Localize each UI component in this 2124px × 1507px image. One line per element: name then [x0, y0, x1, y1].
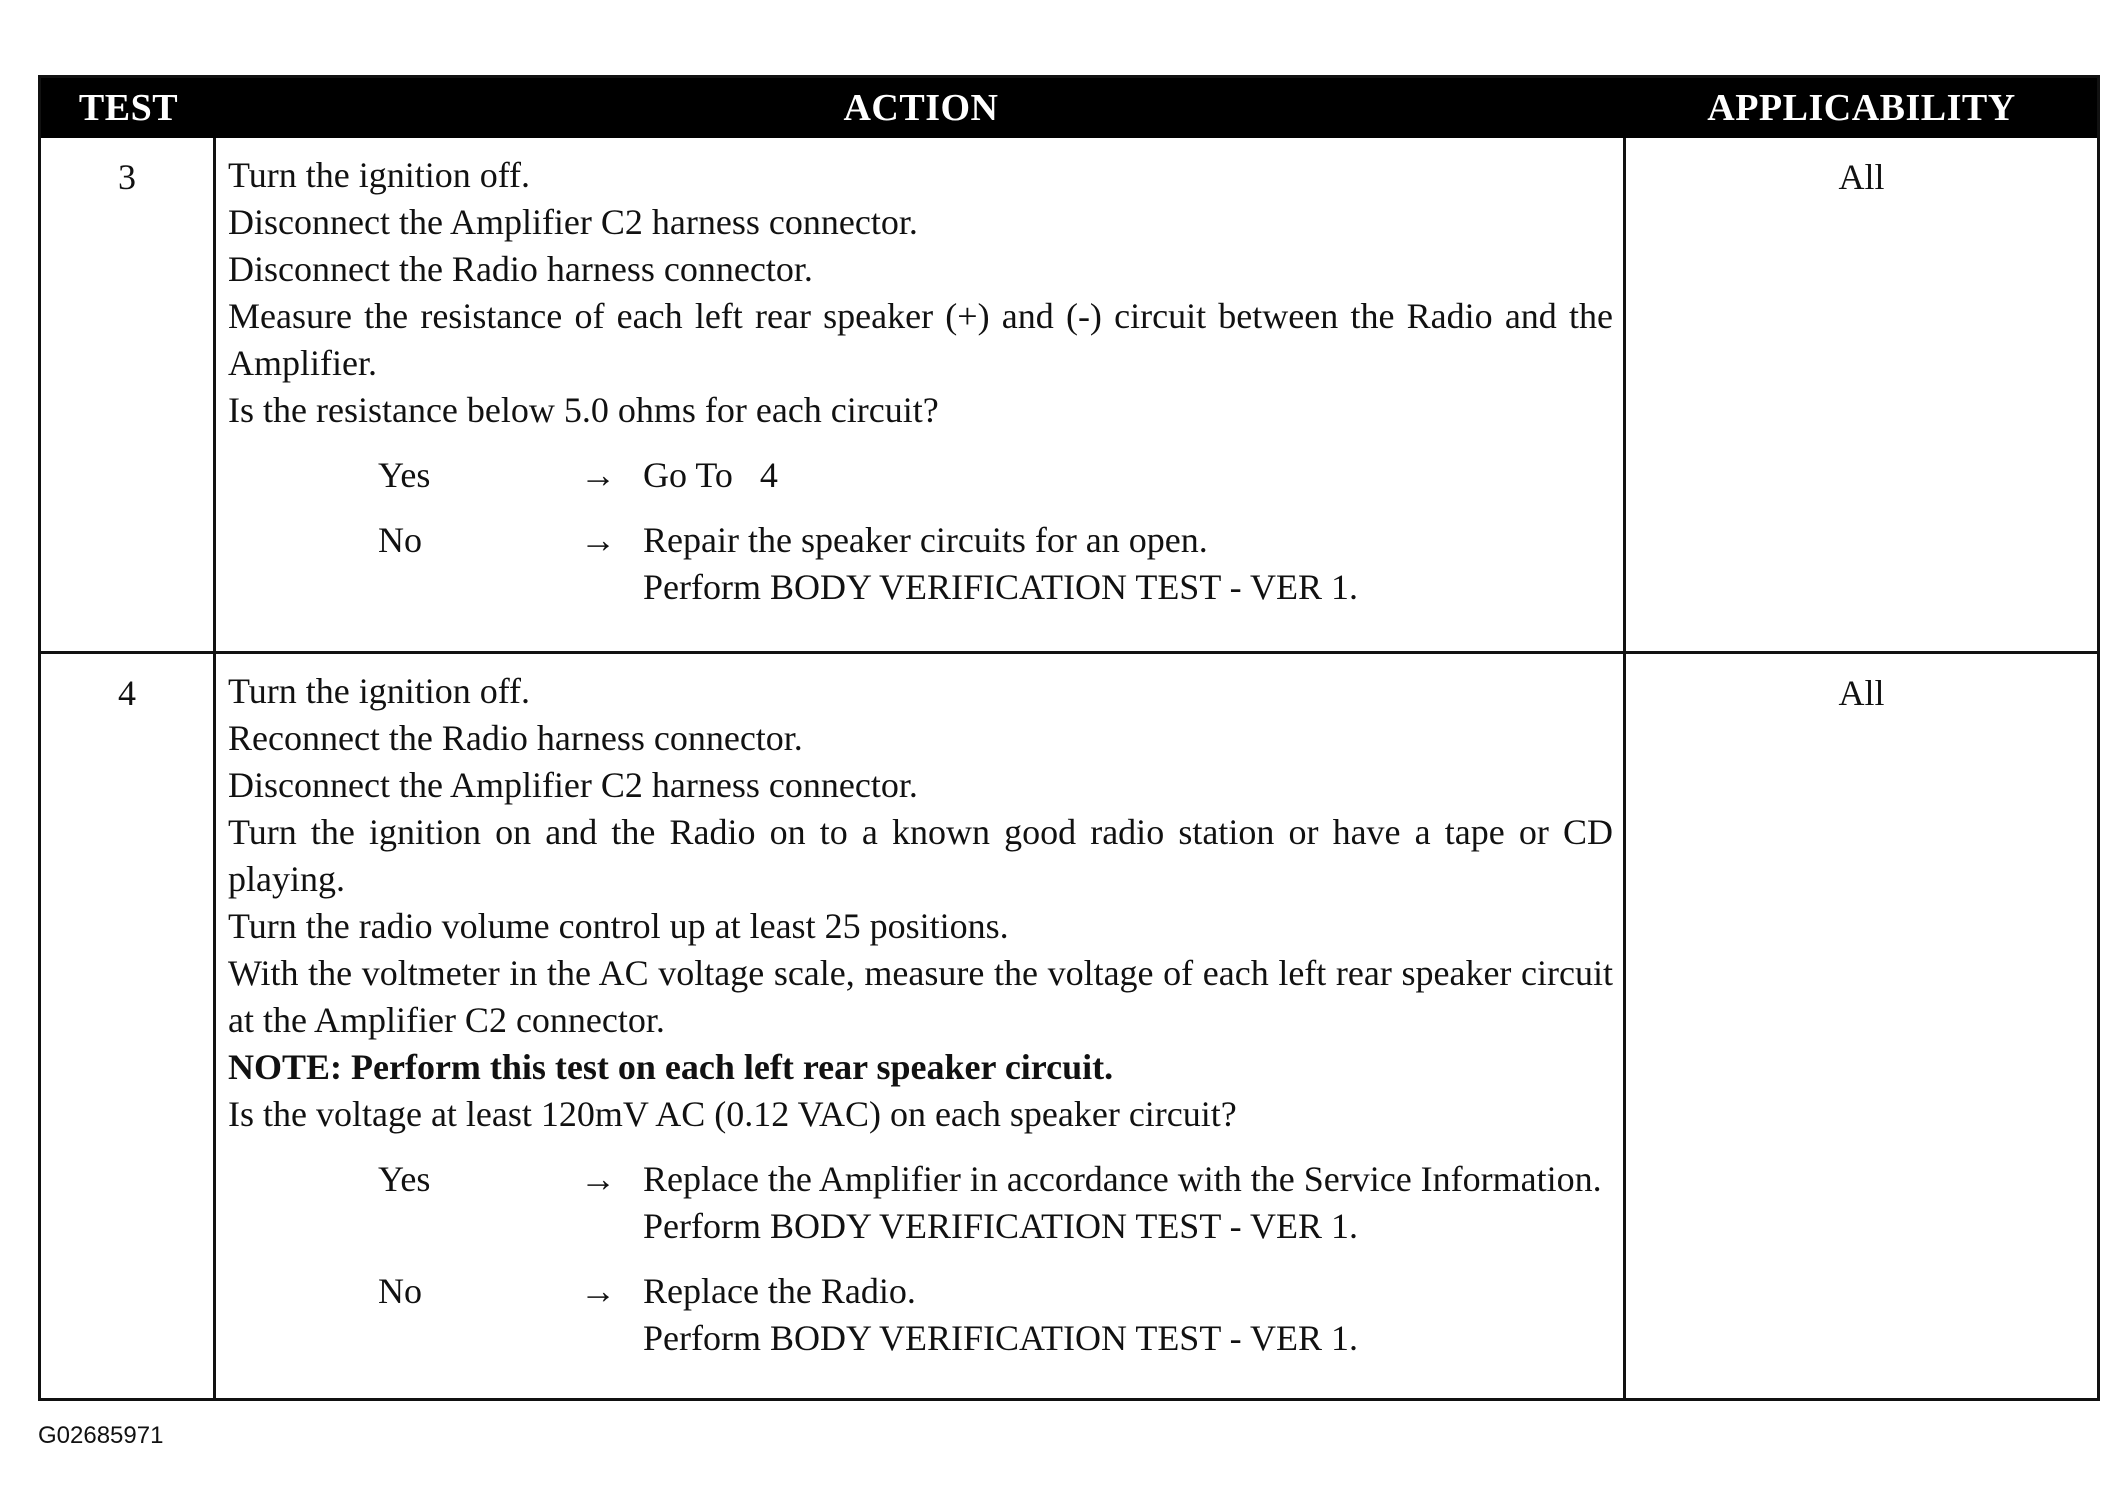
- table-header: [41, 78, 2097, 138]
- result-line: Perform BODY VERIFICATION TEST - VER 1.: [643, 1206, 1359, 1246]
- yes-result: [643, 1156, 1613, 1250]
- header-test: TEST: [78, 87, 179, 129]
- no-option: [228, 517, 1613, 611]
- arrow-icon: →: [580, 1159, 616, 1199]
- arrow-icon: →: [580, 1271, 616, 1311]
- result-line: Go To 4: [643, 455, 778, 495]
- result-line: Replace the Amplifier in accordance with the Service Information.: [643, 1159, 1602, 1199]
- test-number: 3: [41, 138, 216, 651]
- arrow-icon: →: [580, 455, 616, 495]
- result-line: Replace the Radio.: [643, 1271, 916, 1311]
- action-line: Turn the radio volume control up at least 25 positions.: [228, 906, 1009, 946]
- action-cell: [216, 138, 1626, 651]
- action-line: With the voltmeter in the AC voltage scale, measure the voltage of each left rear speaker circuit at the Amplifier C2 connector.: [228, 953, 1613, 1040]
- action-line: Turn the ignition off.: [228, 155, 531, 195]
- result-line: Perform BODY VERIFICATION TEST - VER 1.: [643, 567, 1359, 607]
- yes-label: Yes: [378, 455, 431, 495]
- no-option: [228, 1268, 1613, 1362]
- header-applicability: APPLICABILITY: [1707, 87, 2016, 129]
- yes-option: [228, 452, 1613, 499]
- test-number: 4: [41, 654, 216, 1398]
- table-row: [41, 651, 2097, 1398]
- diagnostic-table: [38, 75, 2100, 1401]
- yes-result: [643, 452, 1613, 499]
- no-result: [643, 1268, 1613, 1362]
- action-line: Disconnect the Amplifier C2 harness connector.: [228, 202, 918, 242]
- note-line: NOTE: Perform this test on each left rear speaker circuit.: [228, 1047, 1114, 1087]
- no-label: No: [378, 520, 422, 560]
- arrow-icon: →: [580, 520, 616, 560]
- no-label: No: [378, 1271, 422, 1311]
- header-action: ACTION: [843, 87, 999, 129]
- result-line: Repair the speaker circuits for an open.: [643, 520, 1208, 560]
- yes-option: [228, 1156, 1613, 1250]
- applicability-cell: All: [1838, 157, 1885, 197]
- yes-label: Yes: [378, 1159, 431, 1199]
- result-line: Perform BODY VERIFICATION TEST - VER 1.: [643, 1318, 1359, 1358]
- action-line: Is the voltage at least 120mV AC (0.12 VAC) on each speaker circuit?: [228, 1094, 1237, 1134]
- action-line: Turn the ignition on and the Radio on to a known good radio station or have a tape or CD playing.: [228, 812, 1613, 899]
- action-line: Reconnect the Radio harness connector.: [228, 718, 803, 758]
- action-cell: [216, 654, 1626, 1398]
- no-result: [643, 517, 1613, 611]
- action-line: Measure the resistance of each left rear speaker (+) and (-) circuit between the Radio and the Amplifier.: [228, 296, 1613, 383]
- action-line: Is the resistance below 5.0 ohms for each circuit?: [228, 390, 939, 430]
- applicability-cell: All: [1838, 673, 1885, 713]
- action-line: Disconnect the Amplifier C2 harness connector.: [228, 765, 918, 805]
- figure-code: G02685971: [38, 1422, 164, 1449]
- action-line: Disconnect the Radio harness connector.: [228, 249, 813, 289]
- table-row: [41, 138, 2097, 651]
- action-line: Turn the ignition off.: [228, 671, 531, 711]
